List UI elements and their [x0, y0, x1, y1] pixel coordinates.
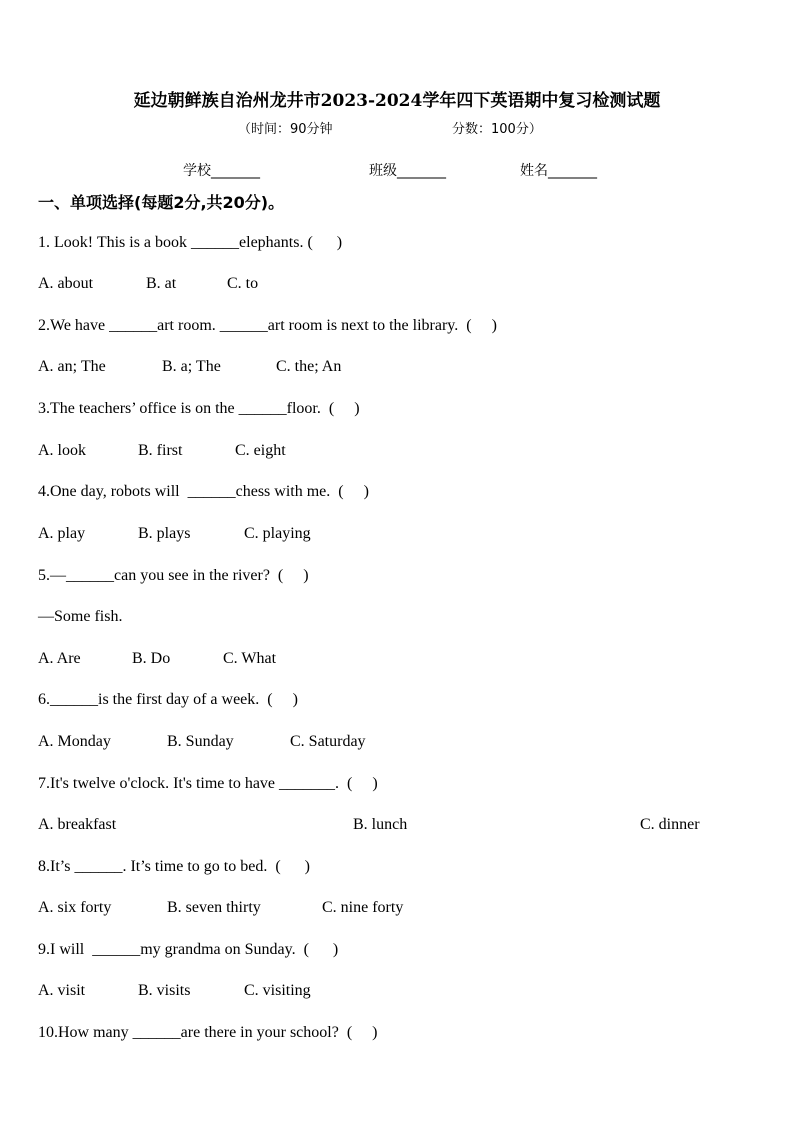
option-b: B. at: [146, 275, 177, 292]
option-a: A. Are: [38, 650, 81, 667]
page-title: 延边朝鲜族自治州龙井市2023-2024学年四下英语期中复习检测试题: [133, 91, 661, 111]
option-b: B. Do: [132, 650, 171, 667]
question-stem: 1. Look! This is a book ______elephants. ( ): [38, 234, 343, 251]
option-b: B. plays: [138, 525, 191, 542]
school-field: 学校_______: [183, 163, 260, 179]
question-stem: 3.The teachers’ office is on the ______floor. ( ): [38, 400, 360, 417]
option-b: B. visits: [138, 982, 191, 999]
option-b: B. a; The: [162, 358, 221, 375]
option-a: A. breakfast: [38, 816, 117, 833]
option-c: C. eight: [235, 442, 286, 459]
question-stem: 8.It’s ______. It’s time to go to bed. ( ): [38, 858, 310, 875]
class-field: 班级_______: [369, 163, 446, 179]
option-c: C. What: [223, 650, 277, 667]
question-stem: 2.We have ______art room. ______art room is next to the library. ( ): [38, 317, 497, 334]
option-a: A. look: [38, 442, 86, 459]
option-a: A. visit: [38, 982, 86, 999]
option-a: A. an; The: [38, 358, 106, 375]
option-c: C. the; An: [276, 358, 342, 375]
section-heading: 一、单项选择(每题2分,共20分)。: [38, 193, 285, 212]
option-b: B. seven thirty: [167, 899, 261, 916]
option-a: A. play: [38, 525, 86, 542]
option-c: C. playing: [244, 525, 311, 542]
option-c: C. to: [227, 275, 259, 292]
option-c: C. visiting: [244, 982, 311, 999]
question-answer-line: —Some fish.: [38, 608, 123, 625]
option-b: B. Sunday: [167, 733, 234, 750]
question-stem: 6.______is the first day of a week. ( ): [38, 691, 298, 708]
option-c: C. nine forty: [322, 899, 404, 916]
question-stem: 7.It's twelve o'clock. It's time to have _______. ( ): [38, 775, 378, 792]
option-b: B. first: [138, 442, 183, 459]
exam-time: （时间：90分钟: [238, 122, 333, 137]
name-field: 姓名_______: [520, 163, 597, 179]
question-stem: 10.How many ______are there in your school? ( ): [38, 1024, 378, 1041]
option-c: C. dinner: [640, 816, 700, 833]
option-a: A. six forty: [38, 899, 112, 916]
question-stem: 5.—______can you see in the river? ( ): [38, 567, 309, 584]
option-a: A. about: [38, 275, 94, 292]
exam-score: 分数：100分）: [452, 122, 542, 137]
option-c: C. Saturday: [290, 733, 366, 750]
question-stem: 9.I will ______my grandma on Sunday. ( ): [38, 941, 339, 958]
option-a: A. Monday: [38, 733, 111, 750]
question-stem: 4.One day, robots will ______chess with me. ( ): [38, 483, 369, 500]
option-b: B. lunch: [353, 816, 408, 833]
